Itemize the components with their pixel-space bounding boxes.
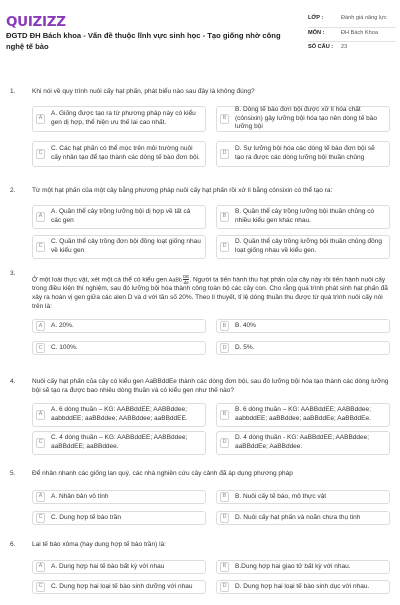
option-letter: D <box>220 582 229 592</box>
option-a[interactable] <box>32 560 206 574</box>
option-text: A. 6 dòng thuần – KG: AABBddEE; AABBddee; aabbddEE; aaBBddee; AABBddee; aaBBddEE. <box>51 406 188 422</box>
meta-value: 23 <box>341 44 348 51</box>
option-letter: B <box>220 114 229 124</box>
option-letter: B <box>220 321 229 331</box>
option-text: D. Quần thể cây trồng lưỡng bội thuần chủng đồng loạt giống nhau về kiểu gen. <box>235 238 383 254</box>
question-number: 1. <box>10 88 16 95</box>
option-letter: C <box>36 582 45 592</box>
option-a[interactable] <box>32 205 206 229</box>
option-text: C. Dung hợp hai loại tế bào sinh dưỡng với nhau <box>51 582 193 590</box>
question-text: Khi nói về quy trình nuôi cấy hạt phấn, phát biểu nào sau đây là không đúng? <box>32 88 255 95</box>
option-text: A. Dung hợp hai tế bào bất kỳ với nhau <box>51 562 165 570</box>
option-b[interactable] <box>216 319 390 333</box>
option-c[interactable] <box>32 431 206 455</box>
meta-label: LỚP : <box>308 15 324 21</box>
option-text: D. Dung hợp hai loại tế bào sinh dục với nhau. <box>235 582 370 590</box>
meta-label: MÔN : <box>308 29 325 36</box>
option-text: B. 6 dòng thuần – KG: AABBddEE; AABBddee; aabbddEE; aaBBddee; aaBBddEe; AaBBddEe. <box>235 406 371 422</box>
option-d[interactable] <box>216 141 390 167</box>
option-a[interactable] <box>32 319 206 333</box>
option-b[interactable] <box>216 490 390 504</box>
option-letter: B <box>220 492 229 502</box>
option-d[interactable] <box>216 431 390 455</box>
question-number: 6. <box>10 541 16 548</box>
option-text: D. Nuôi cấy hạt phấn và noãn chưa thụ tinh <box>235 513 361 521</box>
option-b[interactable] <box>216 560 390 574</box>
option-letter: B <box>220 410 229 420</box>
option-letter: D <box>220 149 229 159</box>
option-text: B. Dòng tế bào đơn bội được xử lí hóa chất (cônsixin) gây lưỡng bội hóa tạo nên dòng tế bào lưỡng bội <box>235 106 377 130</box>
option-text: B. Nuôi cấy tế bào, mô thực vật <box>235 492 327 500</box>
genotype-denominator: de <box>183 280 189 286</box>
option-c[interactable] <box>32 141 206 167</box>
meta-label: SỐ CÂU : <box>308 44 334 51</box>
question-number: 3. <box>10 270 16 277</box>
option-text: D. 4 dòng thuần - KG: AaBBddEE; AABBddee; aaBBddEe; AaBBddee. <box>235 434 370 450</box>
option-text: C. Quần thể cây trồng đơn bội đồng loạt giống nhau về kiểu gen <box>51 238 201 254</box>
question-number: 4. <box>10 378 16 385</box>
option-text: C. Các hạt phấn có thể mọc trên môi trường nuôi cấy nhân tạo để tạo thành các dòng tế bào đơn bội. <box>51 145 200 161</box>
meta-row-class <box>308 13 396 28</box>
option-text: A. 20%. <box>51 322 74 330</box>
option-text: A. Giống được tạo ra từ phương pháp này có kiểu gen dị hợp, thể hiện ưu thế lai cao nhất. <box>51 110 196 126</box>
option-d[interactable] <box>216 235 390 259</box>
question-4 <box>10 378 394 473</box>
quizizz-logo: QUIZIZZ <box>6 14 66 30</box>
meta-row-count <box>308 42 396 56</box>
question-2 <box>10 187 394 275</box>
question-text: Lai tế bào xôma (hay dung hợp tế bào trần) là: <box>32 541 166 548</box>
option-text: D. Sự lưỡng bội hóa các dòng tế bào đơn bội sẽ tạo ra được các dòng lưỡng bội thuần chủng <box>235 145 375 161</box>
question-number: 2. <box>10 187 16 194</box>
option-letter: A <box>36 410 45 420</box>
question-3 <box>10 270 394 364</box>
option-text: B. 40% <box>235 322 256 330</box>
question-text: Từ một hạt phấn của một cây bằng phương pháp nuôi cấy hạt phấn rồi xử lí bằng cônsixin có thể tạo ra: <box>32 187 333 194</box>
option-text: B. Quần thể cây trồng lưỡng bội thuần chủng có nhiều kiểu gen khác nhau. <box>235 208 375 224</box>
quiz-meta <box>308 13 396 56</box>
option-text: B.Dung hợp hai giao tử bất kỳ với nhau. <box>235 562 351 570</box>
option-letter: C <box>36 242 45 252</box>
option-c[interactable] <box>32 511 206 525</box>
option-letter: A <box>36 114 45 124</box>
page-title: ĐGTD ĐH Bách khoa - Vấn đề thuộc lĩnh vực sinh học - Tạo giống nhờ công nghệ tế bào <box>6 31 281 51</box>
option-letter: A <box>36 492 45 502</box>
meta-value: Đánh giá năng lực <box>341 15 387 21</box>
option-letter: D <box>220 513 229 523</box>
option-letter: C <box>36 438 45 448</box>
option-b[interactable] <box>216 205 390 229</box>
option-c[interactable] <box>32 235 206 259</box>
question-text-part: . Người ta tiến hành thu hạt phấn của cây này rồi tiến hành nuôi cấy trong điều kiện thí nghiệm, sau đó lưỡng bội hóa thành công toàn bộ các cây con. Cho rằng quá trình phát sinh hạt phấn đã xảy ra hoán vị gen giữa các alen D và d với tần số 20%. Theo lí thuyết, tỉ lệ dòng thuần thu được từ quá trình nuôi cấy nói trên là: <box>32 276 388 310</box>
option-text: A. Quần thể cây trồng lưỡng bội dị hợp về tất cả các gen <box>51 208 191 224</box>
option-a[interactable] <box>32 403 206 427</box>
option-letter: A <box>36 212 45 222</box>
option-letter: D <box>220 242 229 252</box>
genotype-prefix: AaBb <box>168 277 182 284</box>
option-text: D. 5%. <box>235 344 255 352</box>
option-a[interactable] <box>32 106 206 132</box>
question-text: Nuôi cấy hạt phấn của cây có kiểu gen AaBBddEe thành các dòng đơn bội, sau đó lưỡng bội hóa tạo thành các dòng lưỡng bội sẽ tạo ra được bao nhiêu dòng thuần và có kiểu gen như thế nào? <box>32 378 389 394</box>
question-5 <box>10 470 394 535</box>
option-letter: D <box>220 438 229 448</box>
option-a[interactable] <box>32 490 206 504</box>
option-letter: B <box>220 212 229 222</box>
option-letter: A <box>36 321 45 331</box>
option-letter: C <box>36 149 45 159</box>
option-text: A. Nhân bản vô tính <box>51 492 109 500</box>
question-text-part: Ở một loài thực vật, xét một cá thể có kiểu gen <box>32 276 167 284</box>
option-letter: B <box>220 562 229 572</box>
option-text: C. 4 dòng thuần – KG: AABBddEE; AABBddee; aaBBddEE; aaBBddee. <box>51 434 188 450</box>
option-b[interactable] <box>216 403 390 427</box>
option-text: C. Dung hợp tế bào trần <box>51 513 122 521</box>
option-text: C. 100%. <box>51 344 78 352</box>
option-d[interactable] <box>216 511 390 525</box>
question-1 <box>10 88 394 176</box>
question-6 <box>10 541 394 605</box>
option-d[interactable] <box>216 341 390 355</box>
meta-row-subject <box>308 28 396 43</box>
genotype-numerator: DE <box>182 274 190 279</box>
meta-value: ĐH Bách Khoa <box>341 29 379 36</box>
option-letter: A <box>36 562 45 572</box>
option-c[interactable] <box>32 580 206 594</box>
question-text <box>32 270 394 311</box>
option-d[interactable] <box>216 580 390 594</box>
option-letter: C <box>36 513 45 523</box>
question-number: 5. <box>10 470 16 477</box>
option-letter: C <box>36 343 45 353</box>
option-b[interactable] <box>216 106 390 132</box>
option-letter: D <box>220 343 229 353</box>
question-text: Để nhân nhanh các giống lan quý, các nhà nghiên cứu cây cảnh đã áp dụng phương pháp <box>32 470 293 477</box>
option-c[interactable] <box>32 341 206 355</box>
